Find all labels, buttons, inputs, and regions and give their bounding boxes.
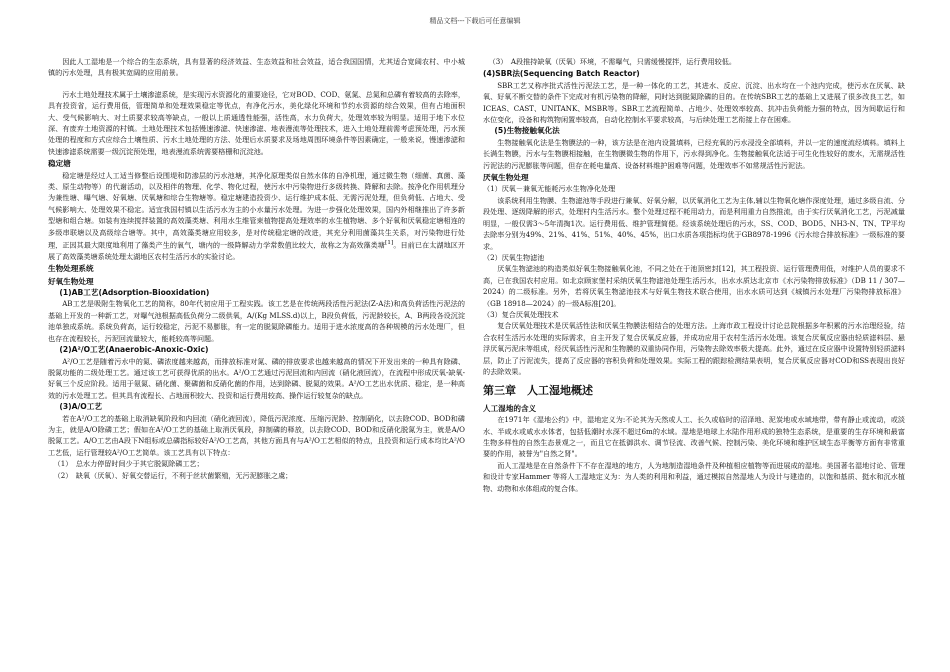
constructed-wetland-paragraph: 而人工湿地是在自然条件下不存在湿地的地方，人为地制造湿地条件及种植相应植物等而进展成的湿地。美国著名湿地讨论、管理和设计专家Hammer 等将人工湿地定义为：为人类的利用和利益，通过模拟自然湿地人为设计与建造的，以饱和基质、挺水和沉水植物、动物和水体组成的复合体。: [483, 460, 905, 493]
heading-biological-treatment: 生物处理系统: [48, 264, 94, 274]
heading-ab-process: (1)AB工艺(Adsorption-Biooxidation): [59, 288, 210, 298]
subheading-anaerobic-3: （3）复合厌氧处理技术: [483, 309, 559, 319]
heading-sbr-process: (4)SBR法(Sequencing Batch Reactor): [483, 69, 640, 79]
heading-anaerobic-treatment: 厌氧生物处理: [483, 173, 529, 183]
heading-wetland-definition: 人工湿地的含义: [483, 403, 537, 413]
citation-ref: [1]: [384, 240, 394, 247]
heading-aerobic-treatment: 好氧生物处理: [48, 276, 94, 286]
heading-ao-process: (3)A/O工艺: [59, 402, 102, 412]
heading-stabilization-pond: 稳定塘: [48, 159, 71, 169]
anaerobic-3-paragraph: 复合厌氧处理技术是厌氧活性法和厌氧生物膜法相结合的处理方法。上海市政工程设计讨论总院根据多年积累的污水治理经验，结合农村生活污水处理的实际需求，自主开发了复合厌氧反应器，并成功应用于农村生活污水处理。该复合厌氧反应器由轻质滤料层、悬浮厌氧污泥床等组成，经厌氧活性污泥和生物膜的双重协同作用，污染物去除效率极大提高。此外，通过在反应器中设置特别轻质滤料层，防止了污泥流失，提高了反应器的容积负荷和处理效果。实际工程的跟踪检测结果表明，复合厌氧反应器对COD和SS表现出良好的去除效果。: [483, 321, 905, 376]
right-column: [483, 56, 905, 494]
list-item: （1） 总水力停留时间少于其它脱氮除磷工艺；: [53, 459, 204, 469]
ab-process-paragraph: AB工艺是吸附生物氧化工艺的简称，80年代初应用于工程实践。该工艺是在传统两段活性污泥法(Z-A法)和高负荷活性污泥法的基础上开发的一种新工艺，对曝气池根据高低负荷分二级供氧，A/(Kg MLSS.d)以上，B段负荷低，污泥龄较长，A、B两段各设沉淀池单独成系统。系统负荷高，运行较稳定，污泥不易膨胀，有一定的脱氮除磷能力。适用于进水浓度高的各种规模的污水处理厂，但也存在流程较长，污泥回流量较大，能耗较高等问题。: [48, 299, 465, 343]
anaerobic-1-paragraph: 该系统利用生物膜、生物滤池等手段进行兼氧、好氧分解，以厌氧消化工艺为主体,辅以生物氧化塘作深度处理，通过多级自流、分段处理、逐级降解的形式，处理村内生活污水。整个处理过程不耗用动力，而是利用重力自然推流，由于实行厌氧消化工艺，污泥减量明显，一般仅需3～5年清掏1次。运行费用低、维护管理简便。经该系统处理后的污水，SS、COD、BOD5、NH3-N、TN、TP平均去除率分别为49%、21%、41%、51%、40%、45%，出口水质各项指标均优于GB8978-1996《污水综合排放标准》一级标准的要求。: [483, 195, 905, 251]
a2o-process-paragraph: A²/O工艺是随着污水中的氮、磷浓度越来越高，而排放标准对氮、磷的排放要求也越来越高的情况下开发出来的一种具有除磷、脱氮功能的二级处理工艺。通过该工艺可获得优质的出水。A²/O工艺通过污泥回流和内回流（硝化液回流），在流程中形成厌氧-缺氧-好氧三个反应阶段。适用于氨氮、硝化菌、聚磷菌和反硝化菌的作用，达到除磷、脱氮的效果。A²/O工艺出水优质、稳定，是一种高效的污水处理工艺。但其具有流程长、占地面积较大、投资和运行费用较高、操作运行较复杂的缺点。: [48, 356, 465, 400]
list-item: （3） A段推持缺氧（厌氧）环境，不需曝气，只需缓慢搅拌，运行费用较低。: [488, 57, 736, 66]
anaerobic-2-paragraph: 厌氧生物滤池的构造类似好氧生物接触氧化池，不同之处在于池顶密封[12]，其工程投资、运行管理费用低，对维护人员的要求不高，已在我国农村应用。如北京顾家堡村采纳厌氧生物滤池处理生活污水，出水水质达北京市《水污染物排放标准》（DB 11 / 307—2024）的二级标准。另外，若将厌氧生物滤池技术与好氧生物技术联合使用，出水水质可达到《城镇污水处理厂污染物排放标准》（GB 18918—2024）的一级A标准[20]。: [483, 264, 905, 308]
left-column: [48, 56, 465, 481]
list-item: （2） 缺氧（厌氧）、好氧交替运行，不利于丝状菌繁殖，无污泥膨胀之虞；: [53, 470, 293, 480]
subheading-anaerobic-1: （1）厌氧－兼氧无能耗污水生物净化处理: [483, 184, 616, 194]
land-treatment-paragraph: 污水土地处理技术属于土壤渗滤系统，是实现污水资源化的重要途径，它对BOD、COD、氨氮、总氮和总磷有着较高的去除率，具有投资省，运行费用低，管理简单和处理效果稳定等优点，有净化污水，美化绿化环境和节约水资源的综合效果，但有占地面积大、受气候影响大、对土质要求较高等缺点，一般以上质通透性能强，活性高，水力负荷大，处理效率较为明显。适用于地下水位深、有废弃土地资源的村镇。土地处理技术包括慢速渗滤、快速渗滤、地表漫流等处理技术，进入土地处理前需考虑预处理，污水预处理的程度和方式应综合土壤性质、污水土地处理的方法、处理后水质要求及场地周围环境条件等因素确定，一般来说，慢速渗滤和快速渗滤系统需要一级沉淀预处理，地表漫流系统需要格栅和沉淀池。: [48, 89, 465, 156]
page-header: 精品文档---下载后可任意编辑: [429, 17, 521, 25]
biofilm-paragraph: 生物接触氧化法是生物膜法的一种，该方法是在池内设置填料，已经充氧的污水浸没全部填料，并以一定的速度流经填料。填料上长满生物膜，污水与生物膜相接触，在生物膜微生物的作用下，污水得到净化。生物接触氧化法适于可生化性较好的废水，无需规活性污泥法的污泥膨胀等问题，但存在耗电量高、设备材料维护困难等问题，处理效率不如常规活性污泥法。: [483, 137, 905, 170]
sbr-paragraph: SBR工艺又称序批式活性污泥法工艺，是一种一体化的工艺，其进水、反应、沉淀、出水均在一个池内完成，使污水在厌氧、缺氧、好氧不断交替的条件下完成对有机污染物的降解，同时达到脱氮除磷的目的。在传统SBR工艺的基础上又进展了很多改良工艺，如ICEAS、CAST、UNITANK、MSBR等。SBR工艺流程简单、占地少、处理效率较高、抗冲击负荷能力强的特点，因为间歇运行和水位变化，设备和构筑物闲置率较高，自动化控制水平要求较高，与后续处理工艺衔接上存在困难。: [483, 80, 905, 125]
ao-process-paragraph: 若在A²/O工艺的基础上取消缺氧阶段和内回流（硝化液回流），降低污泥浓度、压缩污泥龄、控制硝化，以去除COD、BOD和磷为主，就是A/O除磷工艺；假如在A²/O工艺的基础上取消厌氧段，抑制磷的释放，以去除COD、BOD和反硝化脱氮为主，就是A/O脱氮工艺。A/O工艺由A段下N组标或总磷指标较好A²/O工艺高，其他方面具有与A²/O工艺相似的特点，且投资和运行成本均比A²/O工艺低，运行管理较A²/O工艺简单。该工艺具有以下特点：: [48, 413, 465, 457]
intro-paragraph: 因此人工湿地是一个综合的生态系统，具有显著的经济效益、生态效益和社会效益，适合我国国情，尤其适合宽阔农村、中小城镇的污水处理，具有极其宽阔的应用前景。: [48, 57, 465, 78]
heading-biofilm-oxidation: (5)生物接触氧化法: [494, 126, 560, 136]
stabilization-pond-paragraph: 稳定塘是经过人工适当修整后设围堤和防渗层的污水池塘，其净化原理类似自然水体的自净机理，通过微生物（细菌、真菌、藻类、原生动物等）的代谢活动，以及相伴的物理、化学、物化过程，使污水中污染物进行多级转换、降解和去除。按净化作用机理分为兼性塘、曝气塘、好氧塘、厌氧塘和综合生物塘等。稳定塘建造投资少、运行维护成本低、无需污泥处理，但负荷低、占地大、受气候影响大、处理效果不稳定。适宜我国村镇以生活污水为主的小水量污水处理。为进一步强化处理效果，国内外相继推出了许多新型塘和组合塘。如装有连续搅拌装置的高效藻类塘、利用水生维管束植物提高处理效率的水生植物塘、多个好氧和厌氧稳定塘相连的多级串联塘以及高级综合塘等。其中，高效藻类塘应用较多，是对传统稳定塘的改进，其充分利用菌藻共生关系，对污染物进行处理，正因其最大限度地利用了藻类产生的氧气，塘内的一级降解动力学常数值比较大，故称之为高效藻类塘[1]。目前已在太湖地区开展了高效藻类塘系统处理太湖地区农村生活污水的实验讨论。: [48, 170, 466, 261]
chapter-title: 第三章 人工湿地概述: [483, 384, 593, 398]
heading-a2o-process: (2)A²/O工艺(Anaerobic-Anoxic-Oxic): [59, 345, 209, 355]
wetland-definition-paragraph: 在1971年《湿地公约》中，湿地定义为:不论其为天然或人工、长久或临时的沼泽地、泥炭地或水域地带，带有静止或流动，或淡水、半咸水或咸水水体者，包括低潮时水深不超过6m的水域。湿地是地球上水陆作用形成的独特生态系统，是重要的生存环境和最富生物多样性的自然生态景观之一，而且它在抵御洪水、调节径流、改善气候、控制污染、美化环境和维护区域生态平衡等方面有非常重要的作用，被誉为"自然之肾"。: [483, 415, 905, 459]
subheading-anaerobic-2: （2）厌氧生物滤池: [483, 252, 545, 262]
